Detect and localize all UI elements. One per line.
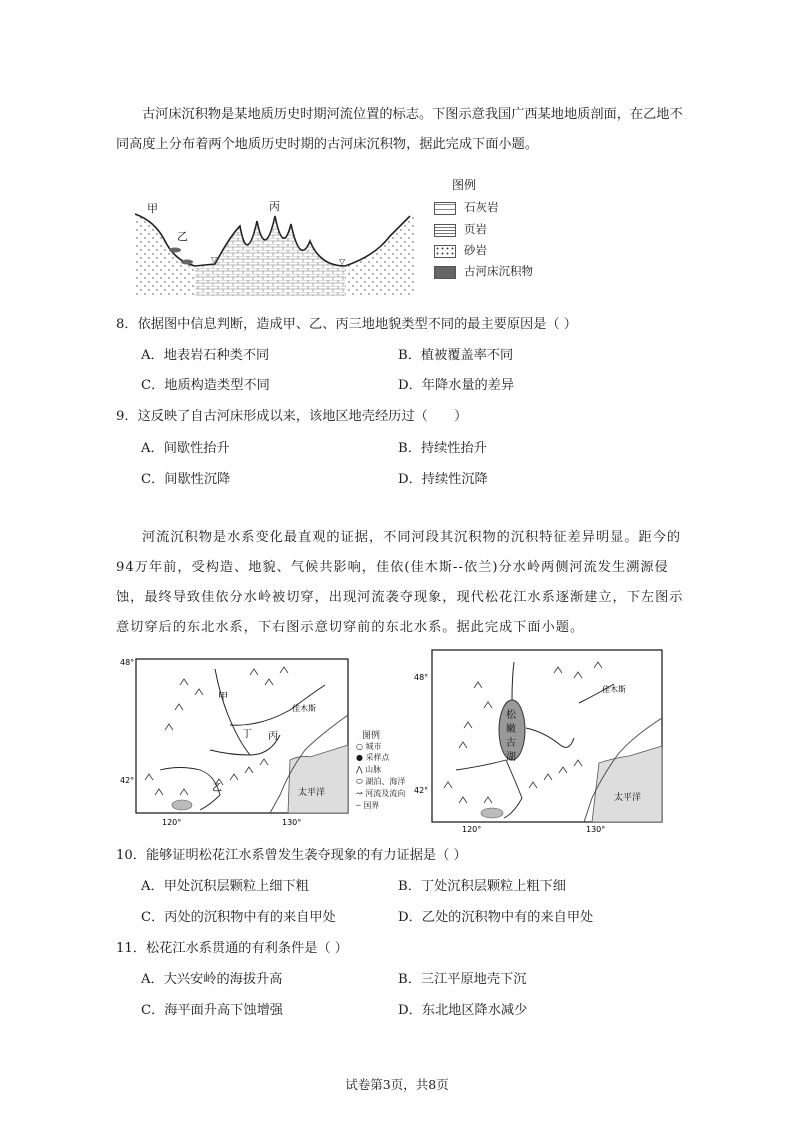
svg-text:▽: ▽ [211, 255, 218, 264]
q9-option-a[interactable]: A．间歇性抬升 [141, 441, 230, 456]
passage-2-text: 河流沉积物是水系变化最直观的证据，不同河段其沉积物的沉积特征差异明显。距今的94万年前，受构造、地貌、气候共影响，佳依(佳木斯--依兰)分水岭两侧河流发生溯源侵蚀，最终导致佳依分水岭被切穿，出现河流袭夺现象，现代松花江水系逐渐建立，下左图示意切穿后的东北水系，下右图示意切穿前的东北水系。据此完成下面小题。 [116, 530, 684, 635]
legend-riverbed [434, 263, 533, 279]
map-before-capture [414, 648, 666, 834]
legend-sandstone [434, 242, 487, 258]
map-legend-river-label: 河流及流向 [365, 789, 406, 798]
q8-option-d[interactable]: D．年降水量的差异 [398, 378, 515, 393]
page-footer: 试卷第3页，共8页 [345, 1077, 449, 1092]
map-after-capture [120, 655, 360, 830]
right-lon-right: 130° [586, 825, 606, 834]
map-legend-title: 图例 [362, 731, 381, 741]
legend-shale [434, 221, 487, 237]
map-legend-city: ○ 城市 [356, 742, 382, 751]
svg-text:▽: ▽ [339, 257, 346, 266]
legend-limestone [434, 199, 499, 215]
legend-shale-label: 页岩 [464, 222, 487, 236]
map-legend-mountain: ⋀ 山脉 [356, 765, 382, 774]
right-lat-bottom: 42° [414, 786, 429, 795]
left-lat-top: 48° [120, 658, 135, 667]
q10-option-a[interactable]: A．甲处沉积层颗粒上细下粗 [141, 879, 309, 894]
left-label-jiamusi: 佳木斯 [292, 704, 316, 713]
right-label-pacific: 太平洋 [614, 793, 642, 803]
right-lat-top: 48° [414, 673, 429, 682]
left-label-bing: 丙 [268, 731, 278, 742]
left-label-yi: 乙 [212, 783, 222, 794]
q10-option-d[interactable]: D．乙处的沉积物中有的来自甲处 [398, 910, 594, 925]
q9-option-d[interactable]: D．持续性沉降 [398, 472, 488, 487]
q11-option-b[interactable]: B．三江平原地壳下沉 [398, 972, 527, 987]
q10-stem: 10．能够证明松花江水系曾发生袭夺现象的有力证据是（ ） [116, 848, 467, 863]
q11-option-d[interactable]: D．东北地区降水减少 [398, 1003, 528, 1018]
left-label-jia: 甲 [218, 692, 228, 703]
q10-option-b[interactable]: B．丁处沉积层颗粒上粗下细 [398, 879, 566, 894]
map-legend-river: ↝ 河流及流向 [356, 789, 406, 798]
right-lake-char-2: 嫩 [506, 724, 516, 735]
q8-option-b[interactable]: B．植被覆盖率不同 [398, 348, 514, 363]
map-legend-lake: ⬭ 湖泊、海洋 [356, 777, 406, 786]
legend-sandstone-label: 砂岩 [464, 243, 487, 257]
passage-1 [116, 100, 686, 160]
label-jia: 甲 [147, 202, 158, 215]
left-lon-left: 120° [162, 818, 182, 827]
map-legend-mountain-label: 山脉 [365, 765, 382, 774]
q8-option-a[interactable]: A．地表岩石种类不同 [141, 348, 270, 363]
q9-option-c[interactable]: C．间歇性沉降 [141, 472, 231, 487]
q10-option-c[interactable]: C．丙处的沉积物中有的来自甲处 [141, 910, 336, 925]
legend-limestone-label: 石灰岩 [464, 200, 499, 214]
profile-legend-title: 图例 [452, 178, 477, 192]
left-label-pacific: 太平洋 [298, 788, 326, 798]
map-legend-lake-label: 湖泊、海洋 [365, 777, 406, 786]
q9-option-b[interactable]: B．持续性抬升 [398, 441, 487, 456]
right-label-jiamusi: 佳木斯 [602, 685, 626, 694]
map-legend-sample-label: 采样点 [365, 753, 390, 762]
passage-1-text: 古河床沉积物是某地质历史时期河流位置的标志。下图示意我国广西某地地质剖面，在乙地不同高度上分布着两个地质历史时期的古河床沉积物，据此完成下面小题。 [116, 107, 683, 152]
left-lon-right: 130° [282, 818, 302, 827]
right-lake-char-1: 松 [506, 710, 516, 721]
q11-stem: 11．松花江水系贯通的有利条件是（ ） [116, 941, 348, 956]
left-label-ding: 丁 [242, 729, 252, 740]
label-bing: 丙 [269, 200, 280, 213]
q11-option-c[interactable]: C．海平面升高下蚀增强 [141, 1003, 283, 1018]
map-legend-border-label: 国界 [363, 801, 380, 810]
q9-stem: 9．这反映了自古河床形成以来，该地区地壳经历过（ ） [116, 409, 468, 424]
q8-option-c[interactable]: C．地质构造类型不同 [141, 378, 270, 393]
map-legend-city-label: 城市 [365, 742, 382, 751]
right-lake-char-3: 古 [506, 738, 516, 749]
limestone-swatch [434, 202, 456, 215]
sandstone-swatch [434, 245, 456, 258]
right-lake-char-4: 湖 [506, 752, 516, 763]
right-lon-left: 120° [462, 825, 482, 834]
q11-option-a[interactable]: A．大兴安岭的海拔升高 [141, 972, 283, 987]
map-legend-border: ┄ 国界 [356, 801, 380, 810]
geological-profile-figure [135, 196, 415, 296]
riverbed-swatch [434, 266, 456, 279]
map-legend-sample: ● 采样点 [356, 753, 390, 762]
passage-2 [116, 523, 686, 643]
q8-stem: 8．依据图中信息判断，造成甲、乙、丙三地地貌类型不同的最主要原因是（ ） [116, 317, 577, 332]
left-lat-bottom: 42° [120, 776, 135, 785]
shale-swatch [434, 224, 456, 237]
label-yi: 乙 [177, 230, 188, 243]
legend-riverbed-label: 古河床沉积物 [464, 264, 533, 278]
